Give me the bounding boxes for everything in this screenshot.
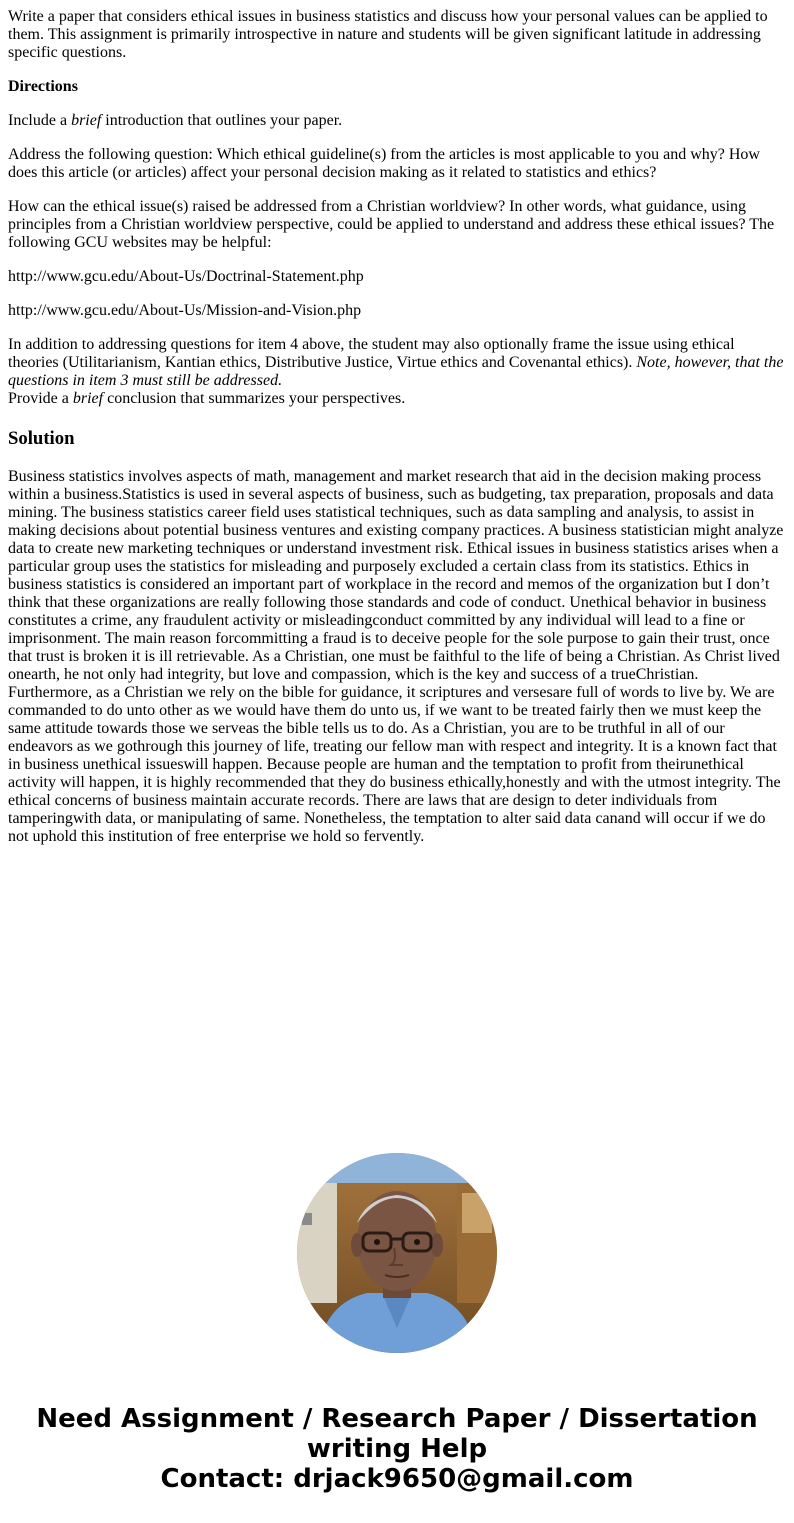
promo-contact: Contact: drjack9650@gmail.com	[160, 1464, 634, 1494]
portrait-illustration	[297, 1153, 497, 1353]
document-content	[8, 8, 786, 862]
direction-item-introduction	[8, 112, 786, 130]
item1-emphasis: brief	[71, 112, 102, 129]
gcu-link-mission-vision: http://www.gcu.edu/About-Us/Mission-and-Vision.php	[8, 302, 362, 319]
direction-item-conclusion	[8, 390, 786, 408]
gcu-link-doctrinal-statement: http://www.gcu.edu/About-Us/Doctrinal-Statement.php	[8, 268, 364, 285]
item4-text: In addition to addressing questions for item 4 above, the student may also optionally frame the issue using ethical theories (Utilitarianism, Kantian ethics, Distributive Justice, Virtue ethics and Covenantal ethics).	[8, 336, 735, 371]
item5-emphasis: brief	[72, 390, 104, 407]
item1-text-before: Include a	[8, 112, 72, 129]
promo-line-1: Need Assignment / Research Paper / Dissertation	[36, 1404, 758, 1434]
item4-note: Note, however, that the questions in item 3 must still be addressed.	[8, 354, 784, 389]
assignment-intro: Write a paper that considers ethical issues in business statistics and discuss how your personal values can be applied to them. This assignment is primarily introspective in nature and students will be given significant latitude in addressing specific questions.	[8, 8, 768, 61]
promo-footer	[0, 1404, 794, 1494]
directions-heading: Directions	[8, 78, 78, 95]
direction-item-ethical-theories	[8, 336, 786, 390]
promo-line-2: writing Help	[306, 1434, 488, 1464]
author-portrait	[297, 1153, 497, 1353]
item5-text-after: conclusion that summarizes your perspectives.	[103, 390, 406, 407]
item5-text-before: Provide a	[8, 390, 73, 407]
direction-item-question: Address the following question: Which ethical guideline(s) from the articles is most applicable to you and why? How does this article (or articles) affect your personal decision making as it related to statistics and ethics?	[8, 146, 760, 181]
solution-body: Business statistics involves aspects of math, management and market research that aid in the decision making process within a business.Statistics is used in several aspects of business, such as budgeting, tax preparation, proposals and data mining. The business statistics career field uses statistical techniques, such as data sampling and analysis, to assist in making decisions about potential business ventures and existing company practices. A business statistician might analyze data to create new marketing techniques or understand investment risk. Ethical issues in business statistics arises when a particular group uses the statistics for misleading and purposely excluded a certain class from its statistics. Ethics in business statistics is considered an important part of workplace in the record and memos of the organization but I don’t think that these organizations are really following those standards and code of conduct. Unethical behavior in business constitutes a crime, any fraudulent activity or misleadingconduct committed by any individual will lead to a fine or imprisonment. The main reason forcommitting a fraud is to deceive people for the sole purpose to gain their trust, once that trust is broken it is ill retrievable. As a Christian, one must be faithful to the life of being a Christian. As Christ lived onearth, he not only had integrity, but love and compassion, which is the key and success of a trueChristian. Furthermore, as a Christian we rely on the bible for guidance, it scriptures and versesare full of words to live by. We are commanded to do unto other as we would have them do unto us, if we want to be treated fairly then we must keep the same attitude towards those we serveas the bible tells us to do. As a Christian, you are to be truthful in all of our endeavors as we gothrough this journey of life, treating our fellow man with respect and integrity. It is a known fact that in business unethical issueswill happen. Because people are human and the temptation to profit from theirunethical activity will happen, it is highly recommended that they do business ethically,honestly and with the utmost integrity. The ethical concerns of business maintain accurate records. There are laws that are design to deter individuals from tamperingwith data, or manipulating of same. Nonetheless, the temptation to alter said data canand will occur if we do not uphold this institution of free enterprise we hold so fervently.	[8, 468, 784, 845]
item1-text-after: introduction that outlines your paper.	[101, 112, 343, 129]
direction-item-christian-worldview: How can the ethical issue(s) raised be addressed from a Christian worldview? In other words, what guidance, using principles from a Christian worldview perspective, could be applied to understand and address these ethical issues? The following GCU websites may be helpful:	[8, 198, 775, 251]
solution-heading: Solution	[8, 428, 75, 449]
